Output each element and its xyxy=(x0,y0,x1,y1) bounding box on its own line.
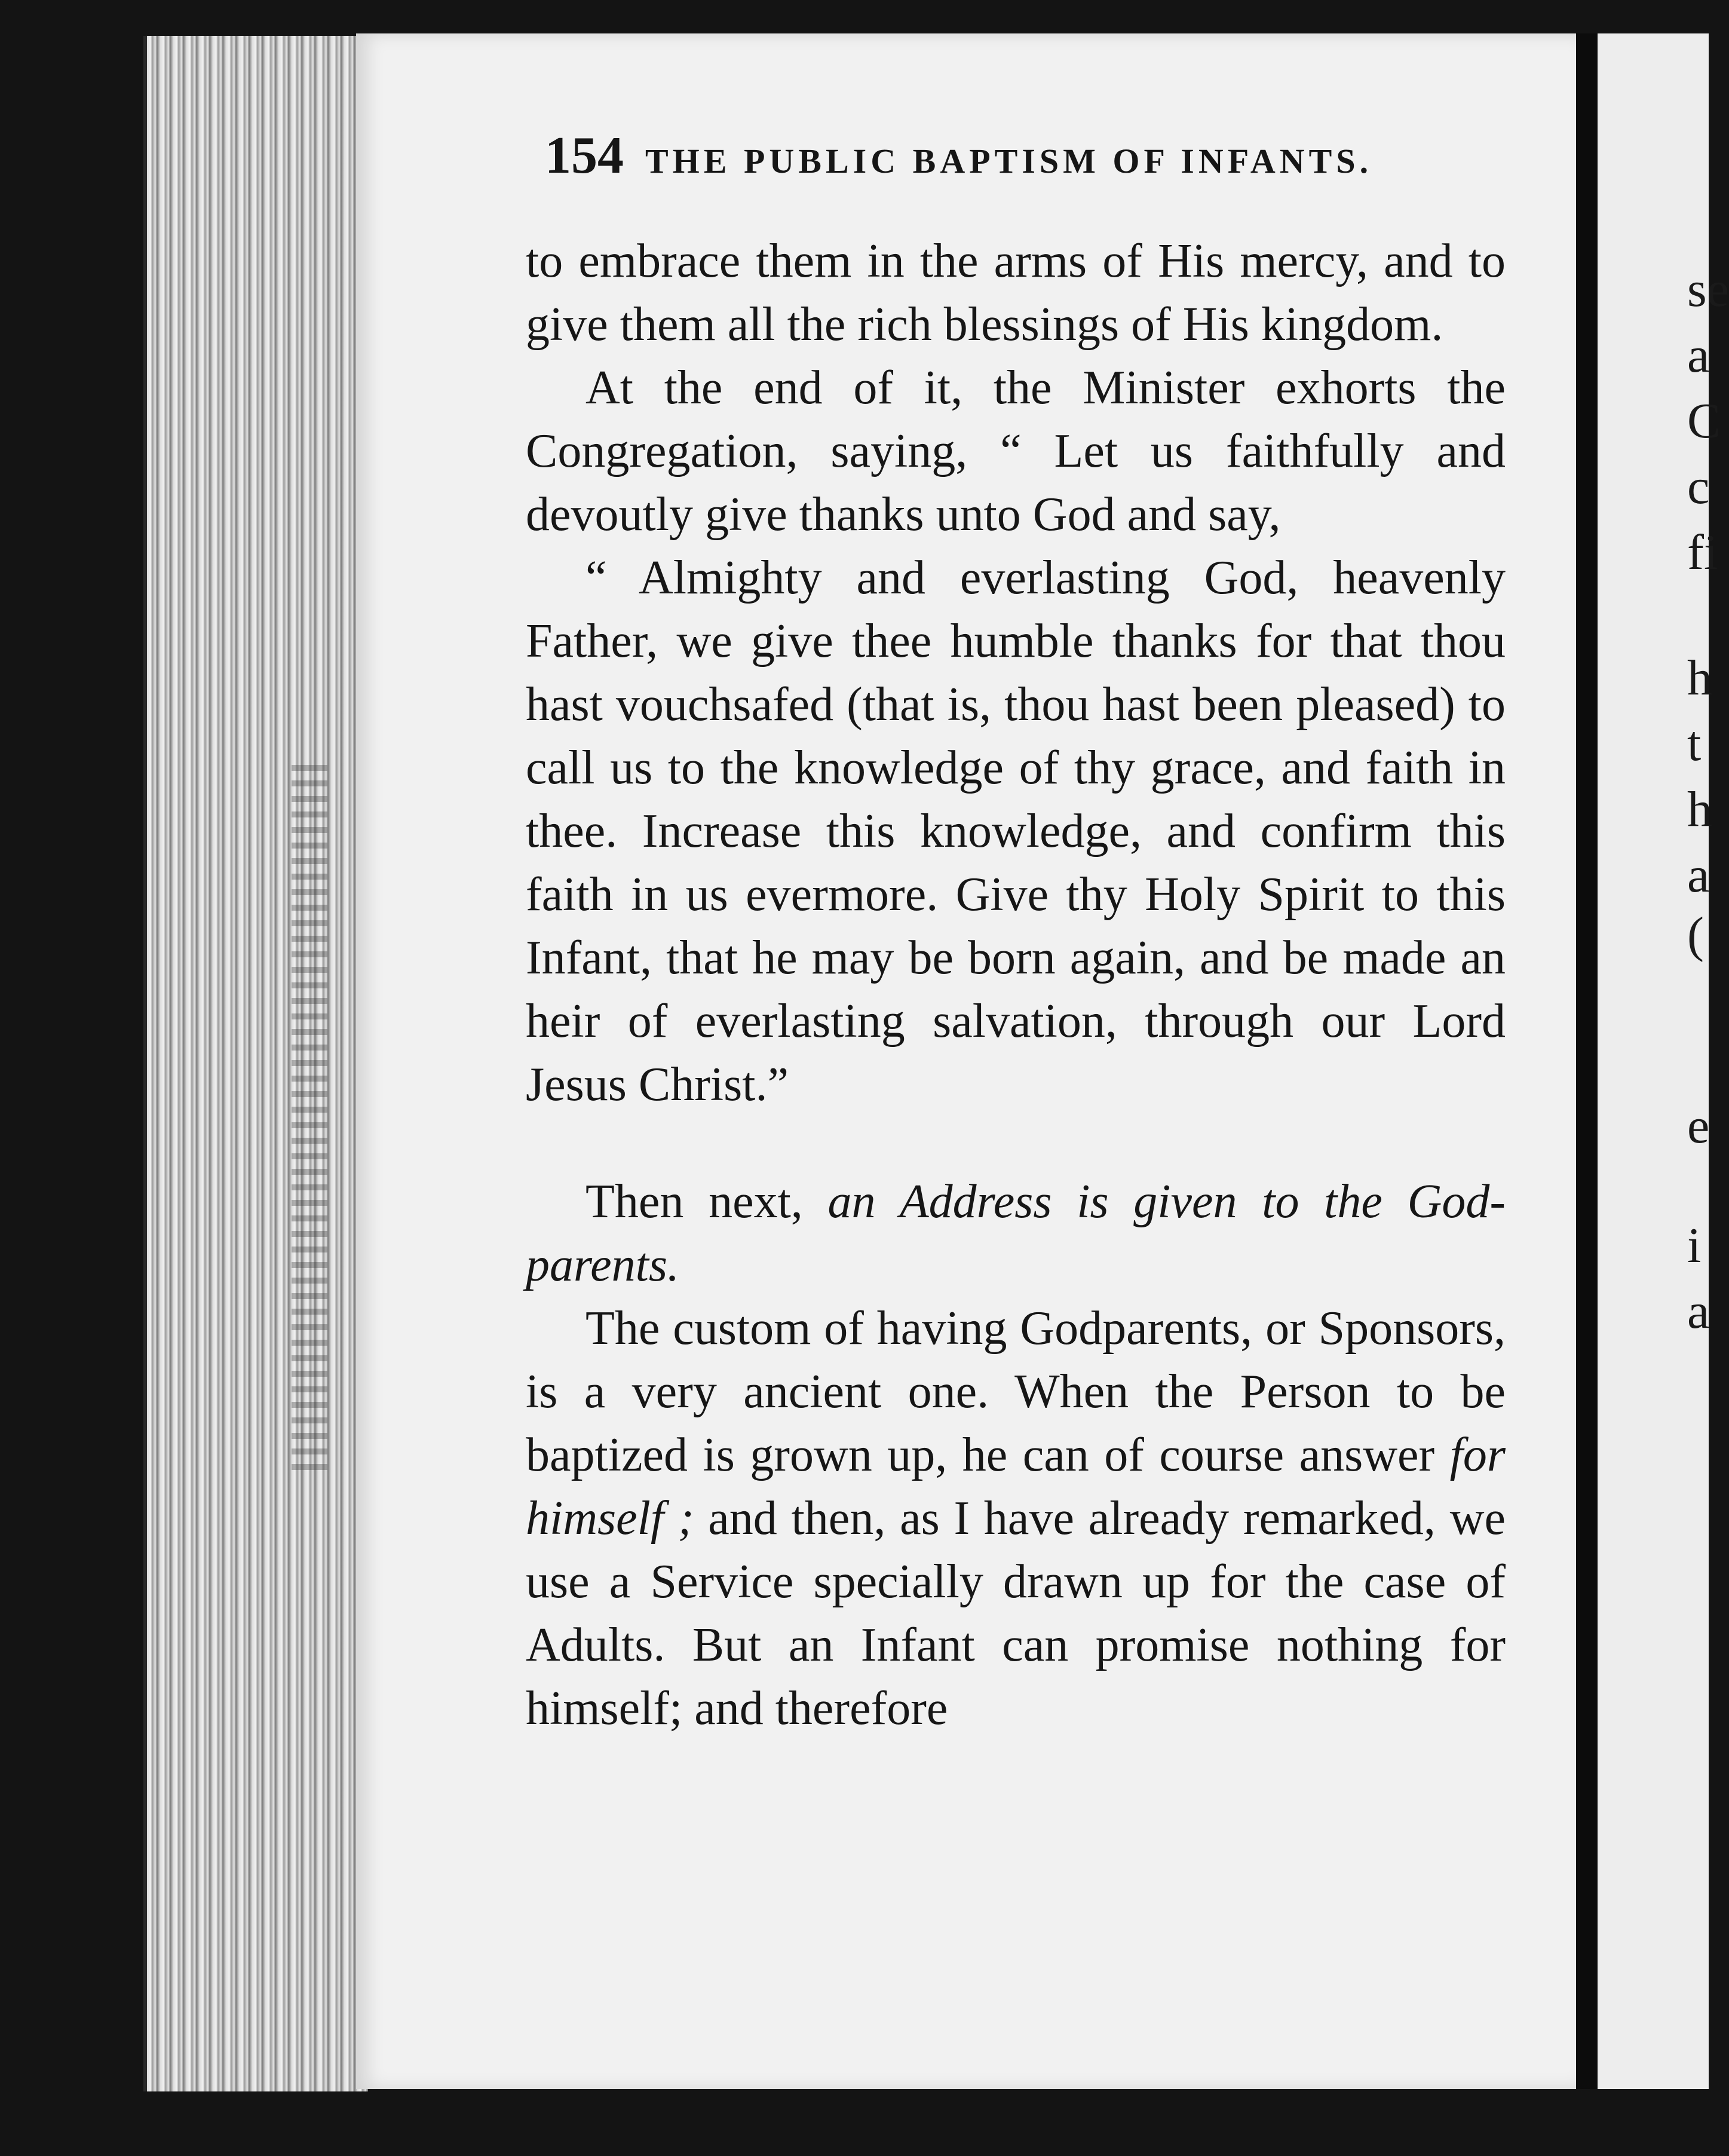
facing-page-fragment: h xyxy=(1687,650,1712,706)
quoted-prayer: “ Almighty and everlasting God, heavenly Father, we give thee humble thanks for that thou hast vouchsafed (that is, thou hast been pleased) to call us to the knowledge of thy grace, and faith in thee. Increase this knowledge, and confirm this faith in us evermore. Give thy Holy Spirit to this Infant, that he may be born again, and be made an heir of everlasting salvation, through our Lord Jesus Christ.” xyxy=(526,552,1506,1111)
facing-page-fragment: c xyxy=(1687,459,1710,514)
running-head-title: THE PUBLIC BAPTISM OF INFANTS. xyxy=(645,142,1373,180)
paragraph-text: and then, as I have already remarked, we use a Service specially drawn up for the case of Adults. But an Infant can promise nothing for himself; and therefore xyxy=(526,1492,1506,1735)
facing-page-fragment: a xyxy=(1687,327,1710,383)
paragraph: At the end of it, the Minister exhorts the Congregation, saying, “ Let us faithfully and devoutly give thanks unto God and say, xyxy=(526,362,1506,541)
facing-page-fragment: C xyxy=(1687,393,1721,449)
facing-page-fragment: a xyxy=(1687,1284,1710,1339)
paragraph: to embrace them in the arms of His mercy, and to give them all the rich blessings of His kingdom. xyxy=(526,235,1506,351)
running-head xyxy=(545,125,1393,191)
facing-page-fragment: i xyxy=(1687,1218,1702,1273)
facing-page-fragment: a xyxy=(1687,847,1710,903)
page-edge-stamp xyxy=(292,765,327,1470)
facing-page xyxy=(1598,33,1729,2089)
facing-page-fragment: e xyxy=(1687,1098,1710,1154)
italic-phrase: for himself ; xyxy=(526,1429,1506,1545)
paragraph xyxy=(526,1170,1506,1297)
facing-page-fragment: fi xyxy=(1687,525,1718,580)
book-page-edges xyxy=(143,36,368,2091)
facing-page-fragment: ( xyxy=(1687,907,1704,963)
paragraph xyxy=(526,1297,1506,1740)
facing-page-fragment: se xyxy=(1687,262,1729,317)
italic-phrase: an Address is given to the God-parents. xyxy=(526,1175,1506,1291)
paragraph-text: Then next, xyxy=(585,1175,828,1228)
body-text xyxy=(526,229,1506,1740)
page-number: 154 xyxy=(545,127,624,185)
book-gutter xyxy=(1576,33,1598,2089)
facing-page-fragment: h xyxy=(1687,782,1712,837)
paragraph-text: The custom of having Godparents, or Sponsors, is a very ancient one. When the Person to be baptized is grown up, he can of course answer xyxy=(526,1302,1506,1481)
facing-page-fragment: t xyxy=(1687,716,1702,771)
